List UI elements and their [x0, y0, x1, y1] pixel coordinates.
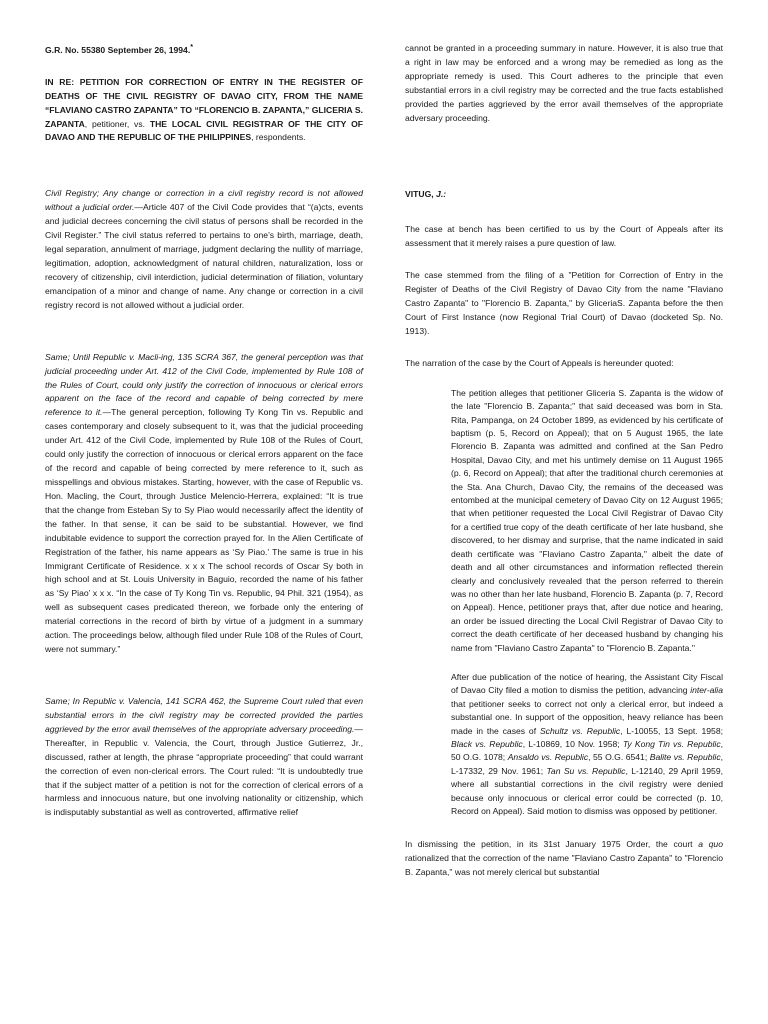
decision-paragraph: [405, 838, 723, 880]
quote-text: , L-10869, 10 Nov. 1958;: [522, 738, 623, 749]
case-citation: Schultz vs. Republic: [539, 725, 621, 736]
syllabus-paragraph: [45, 695, 363, 820]
case-citation: Ty Kong Tin vs. Republic: [622, 738, 721, 749]
left-column: [45, 42, 363, 820]
case-citation: Tan Su vs. Republic: [546, 765, 626, 776]
syllabus-body: —Article 407 of the Civil Code provides that “(a)cts, events and judicial decrees concerning the civil status of persons shall be recorded in the Civil Register.” The civil status referred to pertains to one’s birth, marriage, death, legal separation, annulment of marriage, judgment declaring the nullity of marriage, legitimation, adoption, acknowledgment of natural children, naturalization, loss or recovery of citizenship, civil interdiction, judicial determination of filiation, voluntary emancipation of a minor and change of name. Any change or correction in a civil registry record is not allowed without a judicial order.: [45, 202, 363, 310]
footnote-marker[interactable]: *: [190, 43, 194, 51]
syllabus-body: —The general perception, following Ty Kong Tin vs. Republic and cases contemporary and closely subsequent to it, was that the judicial proceeding under Art. 412 of the Civil Code, implemented by Rule 108 of the Rules of Court, could only justify the correction of innocuous or clerical errors apparent on the face of the record and capable of being corrected by mere reference to it, such as misspellings and obvious mistakes. Starting, however, with the case of Republic vs. Hon. Macling, the Court, through Justice Melencio-Herrera, explained: “It is true that the change from Esteban Sy to Sy Piao would necessarily affect the identity of the father. In that sense, it can be said to be substantial. However, we find indubitable evidence to support the correction prayed for. In the Alien Certificate of Registration of the father, his name appears as ‘Sy Piao.’ The same is true in his Immigrant Certificate of Residence. x x x The school records of Oscar Sy both in high school and at St. Louis University in Baguio, recorded the name of his father as ‘Sy Piao’ x x x. “In the case of Ty Kong Tin vs. Republic, 94 Phil. 321 (1954), as well as subsequent cases predicated thereon, we forbade only the entering of material corrections in the record of birth by virtue of a judgment in a summary action. The proceedings below, although filed under Rule 108 of the Rules of Court, were not summary.”: [45, 407, 363, 655]
quote-text: , L-17332, 29 Nov. 1961;: [451, 752, 724, 776]
block-quote: [451, 671, 723, 818]
petitioner-label: , petitioner, vs.: [84, 118, 150, 129]
quote-text: After due publication of the notice of hearing, the Assistant City Fiscal of Davao City filed a motion to dismiss the petition, advancing: [451, 671, 723, 696]
syllabus-body: —Thereafter, in Republic v. Valencia, the Court, through Justice Gutierrez, Jr., discussed, rather at length, the phrase “appropriate proceeding” that could warrant the correction of even non-clerical errors. The Court ruled: “It is undoubtedly true that if the subject matter of a petition is not for the correction of clerical errors of a harmless and innocuous nature, but one involving nationality or citizenship, which is indisputably substantial as well as controverted, affirmative relief: [45, 723, 363, 818]
syllabus-paragraph: [45, 187, 363, 312]
quote-text: that petitioner seeks to correct not only a clerical error, but indeed a substantial one. In support of the opposition, heavy reliance has been made in the cases of: [451, 698, 723, 736]
paragraph-text: In dismissing the petition, in its 31st January 1975 Order, the court: [405, 839, 699, 850]
quote-text: , L-12140, 29 April 1959, where all substantial corrections in the civil registry were denied because only innocuous or clerical error could be corrected (p. 10, Record on Appeal). Said motion to dismiss was opposed by petitioner.: [451, 765, 723, 817]
respondents-label: , respondents.: [251, 132, 306, 143]
case-title: [45, 76, 363, 146]
block-quote: The petition alleges that petitioner Gliceria S. Zapanta is the widow of the late "Florencio B. Zapanta;" that said deceased was born in Sta. Rita, Pampanga, on 24 October 1899, as evidenced by his certificate of baptism (p. 5, Record on Appeal); that on 5 August 1965, the late Florencio B. Zapanta was admitted and confined at the San Pedro Hospital, Davao City, and met his untimely demise on 11 August 1965 (p. 6, Record on Appeal); that after the traditional church ceremonies at the Sta. Ana Church, Davao City, the remains of the deceased was entombed at the municipal cemetery of Davao City on 12 August 1965; that when petitioner requested the Local Civil Registrar of Davao City for a certified true copy of the death certificate of her late husband, she discovered, to her dismay and surprise, that the name indicated in said death certificate was "Flaviano Castro Zapanta," albeit the date of death and all other circumstances and information reflected therein clearly and conclusively revealed that the person referred to therein was no other than her late husband, Florencio B. Zapanta (p. 7, Record on Appeal). Hence, petitioner prays that, after due notice and hearing, an order be issued directing the Local Civil Registrar of Davao City to correct the death certificate of her deceased husband by changing his name from "Flaviano Castro Zapanta" to "Florencio B. Zapanta.": [451, 387, 723, 653]
case-number: [45, 42, 363, 58]
case-title-caps: IN RE: PETITION FOR CORRECTION OF ENTRY IN THE REGISTER OF DEATHS OF THE CIVIL REGISTRY OF DAVAO CITY, FROM THE NAME “FLAVIANO CASTRO ZAPANTA” TO “FLORENCIO B. ZAPANTA,” GLICERIA S. ZAPANTA: [45, 76, 363, 129]
case-citation: Black vs. Republic: [451, 738, 523, 749]
ponente: [405, 188, 723, 202]
quote-text: , L-10055, 13 Sept. 1958;: [620, 725, 724, 736]
quote-text: , 50 O.G. 1078;: [451, 738, 724, 763]
decision-paragraph: The narration of the case by the Court of Appeals is hereunder quoted:: [405, 357, 674, 368]
syllabus-paragraph: [45, 351, 363, 657]
syllabus-lead: Civil Registry; Any change or correction in a civil registry record is not allowed without a judicial order.: [45, 188, 363, 213]
respondent-caps: THE LOCAL CIVIL REGISTRAR OF THE CITY OF DAVAO AND THE REPUBLIC OF THE PHILIPPINES: [45, 118, 363, 143]
decision-paragraph: The case stemmed from the filing of a "Petition for Correction of Entry in the Register of Deaths of the Civil Registry of Davao City from the name "Flaviano Castro Zapanta" to "Florencio B. Zapanta," by GliceriaS. Zapanta before the then Court of First Instance (now Regional Trial Court) of Davao (docketed Sp. No. 1913).: [405, 270, 723, 336]
paragraph-italic: a quo: [698, 839, 723, 850]
case-citation: Balite vs. Republic: [649, 752, 721, 763]
syllabus-lead: Same; In Republic v. Valencia, 141 SCRA 462, the Supreme Court ruled that even substantial errors in the civil registry may be corrected provided the parties aggrieved by the error avail themselves of the appropriate adversary proceeding.: [45, 695, 363, 734]
case-citation: Ansaldo vs. Republic: [507, 752, 589, 763]
ponente-suffix: J.:: [436, 188, 447, 199]
syllabus-lead: Same; Until Republic v. Macli-ing, 135 SCRA 367, the general perception was that judicial proceeding under Art. 412 of the Civil Code, implemented by Rule 108 of the Rules of Court, could only justify the correction of innocuous or clerical errors apparent on the face of the record and capable of being corrected by mere reference to it.: [45, 351, 363, 418]
ponente-name: VITUG,: [405, 188, 434, 199]
quote-text: , 55 O.G. 6541;: [588, 752, 650, 763]
quote-italic: inter-alia: [690, 685, 723, 696]
right-column: [405, 42, 723, 880]
paragraph-text: rationalized that the correction of the name "Flaviano Castro Zapanta" to "Florencio B. Zapanta," was not merely clerical but substantial: [405, 853, 723, 878]
case-number-text: G.R. No. 55380 September 26, 1994.: [45, 44, 191, 55]
decision-paragraph: The case at bench has been certified to us by the Court of Appeals after its assessment that it merely raises a pure question of law.: [405, 224, 723, 249]
syllabus-continuation: cannot be granted in a proceeding summary in nature. However, it is also true that a right in law may be enforced and a wrong may be remedied as long as the appropriate remedy is used. This Court adheres to the principle that even substantial errors in a civil registry may be corrected and the true facts established provided the parties aggrieved by the error avail themselves of the appropriate adversary proceeding.: [405, 43, 723, 123]
